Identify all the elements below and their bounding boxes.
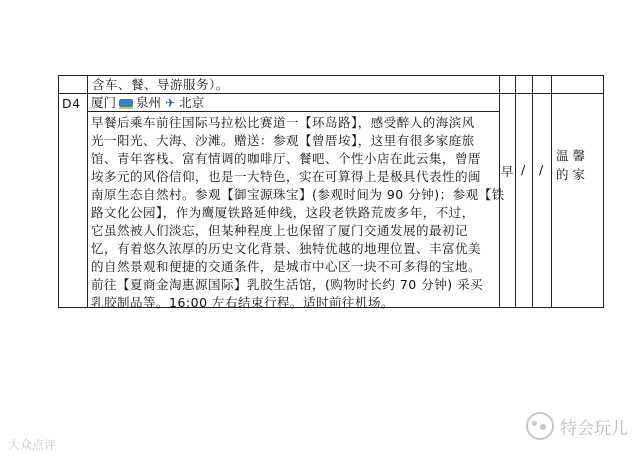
watermark-right	[526, 412, 628, 440]
col-border-right	[603, 75, 604, 308]
meal-breakfast: 早	[501, 164, 514, 179]
route-via: 泉州	[136, 95, 162, 110]
desc-line: 南原生态自然村。参观【御宝源珠宝】(参观时间为 90 分钟)；参观【铁	[91, 187, 505, 202]
bus-icon	[119, 99, 133, 107]
col-border-b	[515, 75, 516, 308]
desc-line: 的自然景观和便捷的交通条件，是城市中心区一块不可多得的宝地。	[91, 259, 482, 274]
prev-row-text: 含车、餐、导游服务）。	[92, 77, 229, 92]
route-line	[91, 96, 204, 110]
route-to: 北京	[179, 95, 205, 110]
wechat-icon	[526, 412, 554, 440]
desc-line: 馆、青年客栈、富有情调的咖啡厅、餐吧、个性小店在此云集，曾厝	[91, 151, 482, 166]
watermark-left	[8, 436, 56, 453]
desc-line: 垵多元的风俗信仰，也是一大特色，实在可算得上是极具代表性的闽	[91, 169, 482, 184]
desc-line: 光一阳光、大海、沙滩。赠送：参观【曾厝垵】，这里有很多家庭旅	[91, 133, 475, 148]
meal-lunch: /	[521, 162, 526, 177]
desc-line: 前往【夏商金淘惠源国际】乳胶生活馆，(购物时长约 70 分钟) 采买	[91, 277, 484, 292]
col-border-left	[58, 75, 59, 308]
desc-line: 忆，有着悠久浓厚的历史文化背景、独特优越的地理位置、丰富优美	[91, 241, 482, 256]
desc-line: 乳胶制品等。16:00 左右结束行程。适时前往机场。	[91, 295, 394, 310]
day-label: D4	[62, 96, 81, 111]
meal-dinner: /	[539, 162, 544, 177]
desc-line: 它虽然被人们淡忘，但某种程度上也保留了厦门交通发展的最初记	[91, 223, 469, 238]
watermark-left-text: 大众点评	[8, 438, 57, 452]
desc-line: 路文化公园】，作为鹰厦铁路延伸线，这段老铁路荒废多年，不过，	[91, 205, 475, 220]
route-from: 厦门	[91, 95, 117, 110]
desc-line: 早餐后乘车前往国际马拉松比赛道一【环岛路】，感受醉人的海滨风	[91, 115, 475, 130]
hotel-name: 温馨的家	[556, 148, 590, 182]
col-border-day	[87, 75, 88, 308]
plane-icon: ✈	[165, 96, 176, 110]
watermark-right-text: 特会玩儿	[560, 418, 628, 439]
col-border-d	[551, 75, 552, 308]
route-separator	[87, 111, 499, 112]
col-border-l	[532, 75, 533, 308]
